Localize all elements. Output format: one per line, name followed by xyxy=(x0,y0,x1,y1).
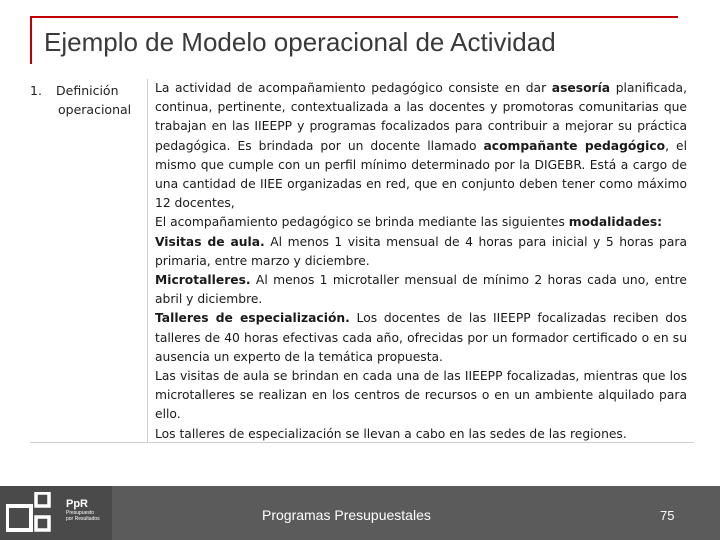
ppr-logo xyxy=(0,486,112,540)
ppr-logo-icon xyxy=(6,492,62,534)
text-span: El acompañamiento pedagógico se brinda mediante las siguientes xyxy=(155,215,569,230)
definition-cell xyxy=(155,79,687,444)
bold-span: Visitas de aula. xyxy=(155,234,265,249)
logo-text xyxy=(66,498,100,522)
text-span: , el mismo que cumple con un perfil mínimo determinado por la DIGEBR. Está a cargo de una cantidad de IIEE organizadas en red, que en conjunto deben tener como máximo 12 docentes, xyxy=(155,138,687,211)
paragraph-visitas-lugar: Las visitas de aula se brindan en cada una de las IIEEPP focalizadas, mientras que los microtalleres se realizan en los centros de recursos o en un ambiente alquilado para ello. xyxy=(155,369,687,422)
text-span: Al menos 1 visita mensual de 4 horas para inicial y 5 horas para primaria, entre marzo y diciembre. xyxy=(155,234,687,268)
paragraph-talleres xyxy=(155,309,687,367)
text-span: planificada, continua, pertinente, contextualizada a las docentes y promotoras comunitarias que trabajan en las IIEEPP y programas focalizados para contribuir a mejorar su práctica pedagógica. Es brindada por un docente llamado xyxy=(155,81,688,153)
bold-span: acompañante pedagógico xyxy=(483,138,666,153)
row-label-cell xyxy=(30,81,142,119)
footer-caption: Programas Presupuestales xyxy=(262,507,431,523)
title-left-border xyxy=(30,16,32,64)
paragraph-talleres-lugar: Los talleres de especialización se llevan a cabo en las sedes de las regiones. xyxy=(155,426,627,441)
logo-sub-text-1: Presupuesto xyxy=(66,510,95,516)
text-span: La actividad de acompañamiento pedagógico consiste en dar xyxy=(155,81,552,95)
title-top-border xyxy=(30,16,678,18)
page-title: Ejemplo de Modelo operacional de Actividad xyxy=(44,27,556,57)
bold-span: Microtalleres. xyxy=(155,273,251,288)
paragraph-microtalleres xyxy=(155,271,687,309)
content-table xyxy=(30,79,694,443)
row-number: 1. xyxy=(30,83,42,98)
text-span: Los docentes de las IIEEPP focalizadas reciben dos talleres de 40 horas efectivas cada año, ofrecidas por un formador certificado o en su ausencia un experto de la temática propuesta. xyxy=(155,311,687,364)
bold-span: Talleres de especialización. xyxy=(155,311,350,326)
footer-bar xyxy=(0,486,720,540)
paragraph-modalidades xyxy=(155,213,687,232)
bold-span: asesoría xyxy=(551,81,611,95)
text-span: Al menos 1 microtaller mensual de mínimo 2 horas cada uno, entre abril y diciembre. xyxy=(155,273,687,307)
row-label-line2: operacional xyxy=(58,102,132,117)
bold-span: modalidades: xyxy=(568,215,663,230)
row-label-line1: Definición xyxy=(56,83,119,98)
paragraph-visitas xyxy=(155,233,687,271)
column-divider xyxy=(147,79,148,443)
paragraph-intro xyxy=(155,79,687,213)
logo-sub-text-2: por Resultados xyxy=(66,516,100,522)
logo-main-text: PpR xyxy=(66,498,88,510)
page-number: 75 xyxy=(660,508,675,523)
